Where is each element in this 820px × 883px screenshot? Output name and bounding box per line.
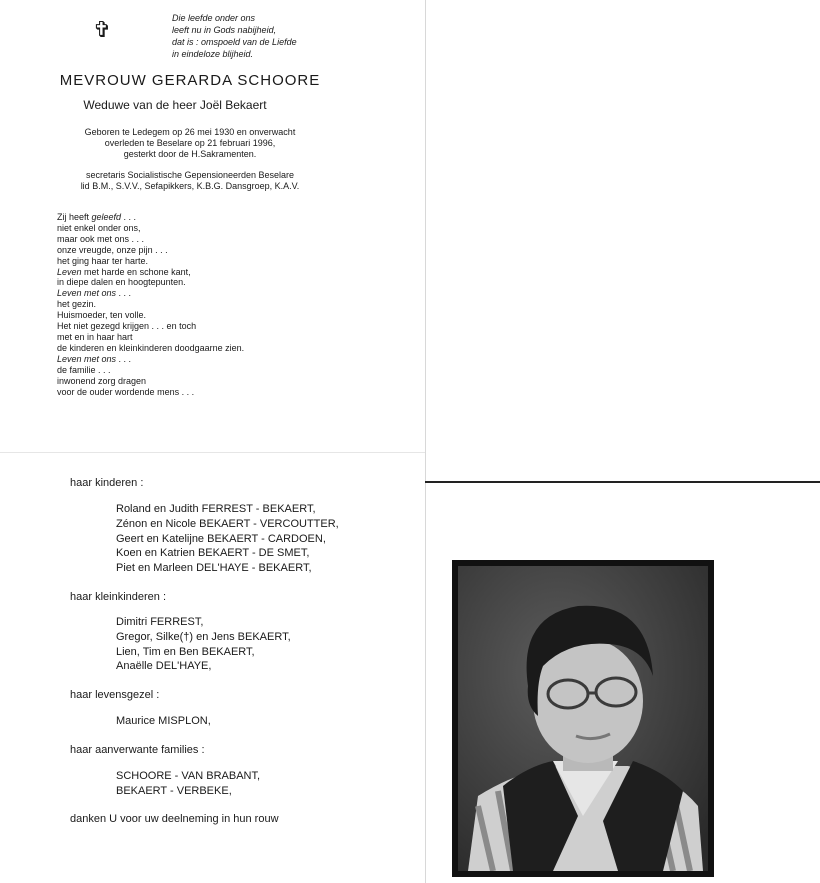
birth-line: overleden te Beselare op 21 februari 1996, [104,138,276,148]
poem-line: het ging haar ter harte. [57,255,149,266]
list-item: Roland en Judith FERREST - BEKAERT, [116,503,316,515]
cross-icon: ✞ [93,18,112,43]
list-item: Zénon en Nicole BEKAERT - VERCOUTTER, [116,517,339,530]
poem-line: de familie . . . [57,364,111,375]
poem-line: Leven met ons . . . [57,353,132,364]
list-item: Koen en Katrien BEKAERT - DE SMET, [116,547,310,560]
grandchildren-list [70,615,339,674]
poem-line: in diepe dalen en hoogtepunten. [57,277,186,288]
poem [57,212,244,397]
poem-line: onze vreugde, onze pijn . . . [57,244,168,255]
quote-line: Die leefde onder ons [172,13,256,23]
poem-line: met en in haar hart [57,331,133,342]
poem-line: maar ook met ons . . . [57,233,145,244]
list-item: Maurice MISPLON, [116,715,211,728]
widow-line: Weduwe van de heer Joël Bekaert [83,98,267,112]
opening-quote [172,12,297,60]
list-item: BEKAERT - VERBEKE, [116,784,232,797]
poem-line: Leven met harde en schone kant, [57,266,191,277]
club-line: lid B.M., S.V.V., Sefapikkers, K.B.G. Dansgroep, K.A.V. [80,181,300,191]
related-list [70,769,339,799]
poem-line: de kinderen en kleinkinderen doodgaarne zien. [57,342,245,353]
deceased-name: MEVROUW GERARDA SCHOORE [59,72,321,89]
memberships [0,170,380,192]
children-heading: haar kinderen : [70,477,144,489]
page-fold-horizontal [425,481,820,483]
children-list [70,502,339,576]
list-item: Gregor, Silke(†) en Jens BEKAERT, [116,630,291,643]
page-fold-vertical [425,0,426,883]
club-line: secretaris Socialistische Gepensioneerden Beselare [85,170,295,180]
list-item: Anaëlle DEL'HAYE, [116,660,212,673]
poem-line: Huismoeder, ten volle. [57,310,147,321]
list-item: Piet en Marleen DEL'HAYE - BEKAERT, [116,562,312,575]
partner-list [70,714,339,729]
poem-line: inwonend zorg dragen [57,375,147,386]
poem-line: Zij heeft geleefd . . . [57,212,137,222]
grandchildren-heading: haar kleinkinderen : [70,590,167,603]
birth-line: Geboren te Ledegem op 26 mei 1930 en onverwacht [84,127,296,137]
partner-heading: haar levensgezel : [70,689,160,702]
list-item: SCHOORE - VAN BRABANT, [116,769,261,782]
portrait-illustration [458,566,708,871]
poem-line: voor de ouder wordende mens . . . [57,386,195,397]
related-heading: haar aanverwante families : [70,743,205,756]
poem-line: Leven met ons . . . [57,288,132,299]
poem-line: het gezin. [57,299,97,310]
portrait-photo [458,566,708,871]
portrait-frame [452,560,714,877]
poem-line: niet enkel onder ons, [57,222,141,233]
family-list [70,476,339,825]
birth-death-info [0,127,380,160]
page-fold-horizontal-left [0,452,425,453]
list-item: Geert en Katelijne BEKAERT - CARDOEN, [116,532,326,545]
thanks-line: danken U voor uw deelneming in hun rouw [70,812,279,825]
list-item: Lien, Tim en Ben BEKAERT, [116,645,255,658]
birth-line: gesterkt door de H.Sakramenten. [123,149,257,159]
list-item: Dimitri FERREST, [116,615,204,628]
quote-line: in eindeloze blijheid. [172,49,254,59]
quote-line: leeft nu in Gods nabijheid, [172,25,277,35]
poem-line: Het niet gezegd krijgen . . . en toch [57,321,197,332]
quote-line: dat is : omspoeld van de Liefde [172,37,297,47]
